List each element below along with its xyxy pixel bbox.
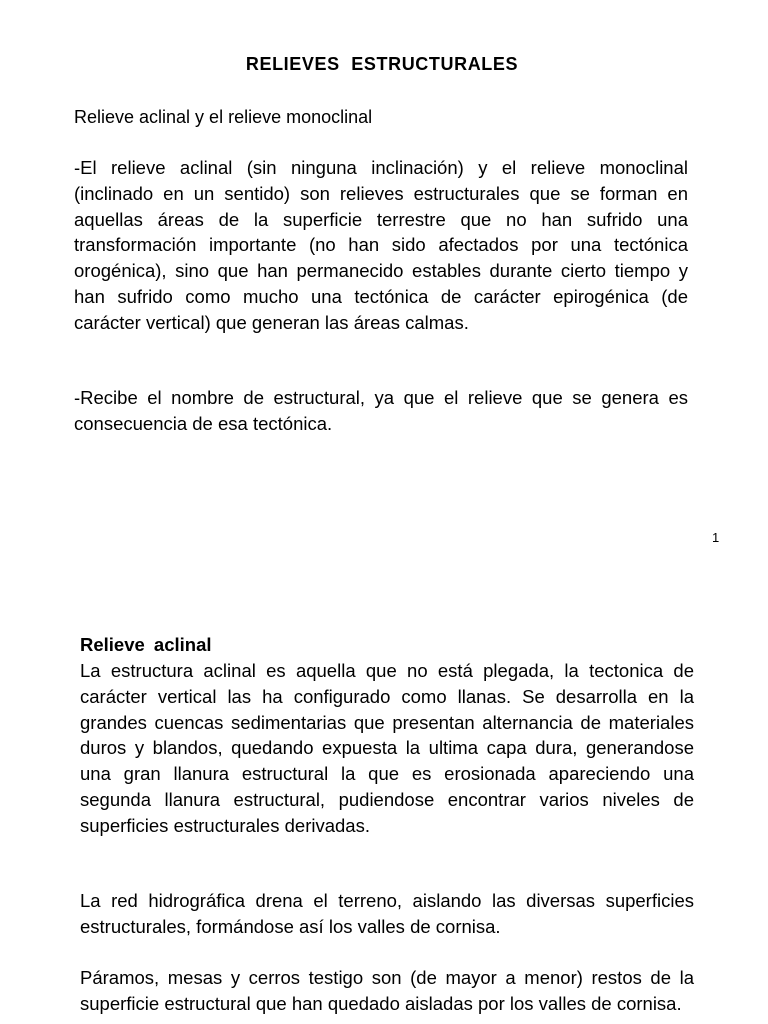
document-title: RELIEVES ESTRUCTURALES bbox=[245, 54, 519, 74]
document-subtitle: Relieve aclinal y el relieve monoclinal bbox=[74, 107, 373, 127]
paragraph-estructura-aclinal: La estructura aclinal es aquella que no está plegada, la tectonica de carácter vertical las ha configurado como llanas. Se desarrolla en la grandes cuencas sedimentarias que presentan alternancia de materiales duros y blandos, quedando expuesta la ultima capa dura, generandose una gran llanura estructural la que es erosionada apareciendo una segunda llanura estructural, pudiendose encontrar varios niveles de superficies estructurales derivadas. bbox=[80, 660, 694, 836]
section-heading-relieve-aclinal: Relieve aclinal bbox=[80, 634, 212, 655]
paragraph-aclinal-monoclinal: -El relieve aclinal (sin ninguna inclinación) y el relieve monoclinal (inclinado en un sentido) son relieves estructurales que se forman en aquellas áreas de la superficie terrestre que no han sufrido una transformación importante (no han sido afectados por una tectónica orogénica), sino que han permanecido estables durante cierto tiempo y han sufrido como mucho una tectónica de carácter epirogénica (de carácter vertical) que generan las áreas calmas. bbox=[74, 157, 688, 333]
paragraph-estructural: -Recibe el nombre de estructural, ya que el relieve que se genera es consecuencia de esa tectónica. bbox=[74, 387, 688, 434]
paragraph-paramos-mesas: Páramos, mesas y cerros testigo son (de mayor a menor) restos de la superficie estructural que han quedado aisladas por los valles de cornisa. bbox=[80, 967, 694, 1014]
paragraph-red-hidrografica: La red hidrográfica drena el terreno, aislando las diversas superficies estructurales, formándose así los valles de cornisa. bbox=[80, 890, 694, 937]
page-number: 1 bbox=[712, 530, 720, 545]
